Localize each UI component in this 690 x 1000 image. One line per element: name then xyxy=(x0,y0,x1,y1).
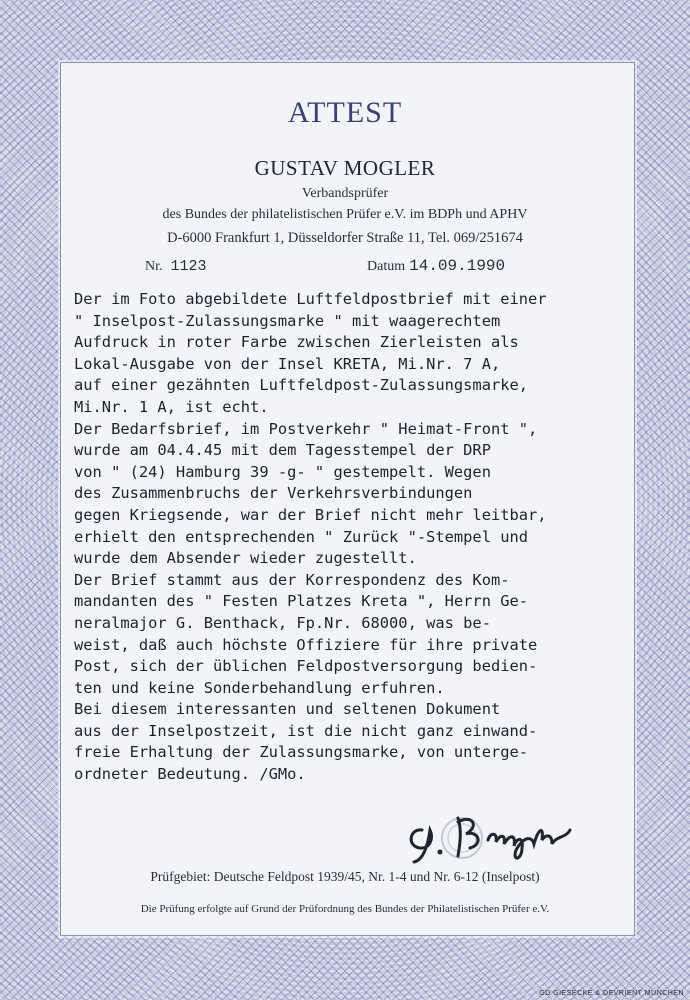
body-line: ordneter Bedeutung. /GMo. xyxy=(74,765,306,784)
examiner-address: D-6000 Frankfurt 1, Düsseldorfer Straße 11, Tel. 069/251674 xyxy=(167,230,523,246)
datum-value: 14.09.1990 xyxy=(409,257,506,275)
body-line: Der Bedarfsbrief, im Postverkehr " Heimat-Front ", xyxy=(74,419,538,438)
nr-value: 1123 xyxy=(170,258,207,275)
examiner-role: Verbandsprüfer xyxy=(301,186,389,201)
certificate-body xyxy=(74,289,634,786)
examiner-name: GUSTAV MOGLER xyxy=(254,156,436,180)
body-line: aus der Inselpostzeit, ist die nicht ganz einwand- xyxy=(74,721,538,740)
certificate-title: ATTEST xyxy=(287,96,403,129)
examiner-association: des Bundes der philatelistischen Prüfer e.V. im BDPh und APHV xyxy=(162,207,528,222)
body-line: Der Brief stammt aus der Korrespondenz des Kom- xyxy=(74,570,510,589)
pruefgebiet-line: Prüfgebiet: Deutsche Feldpost 1939/45, Nr. 1-4 und Nr. 6-12 (Inselpost) xyxy=(150,869,540,884)
body-line: freie Erhaltung der Zulassungsmarke, von unterge- xyxy=(74,743,529,762)
body-line: wurde am 04.4.45 mit dem Tagesstempel der DRP xyxy=(74,441,491,460)
body-line: " Inselpost-Zulassungsmarke " mit waagerechtem xyxy=(74,311,501,330)
body-line: wurde dem Absender wieder zugestellt. xyxy=(74,549,417,568)
body-line: weist, daß auch höchste Offiziere für ihre private xyxy=(74,635,538,654)
certificate-date xyxy=(367,257,505,275)
body-line: gegen Kriegsende, war der Brief nicht mehr leitbar, xyxy=(74,505,547,524)
body-line: Lokal-Ausgabe von der Insel KRETA, Mi.Nr. 7 A, xyxy=(74,354,501,373)
body-line: auf einer gezähnten Luftfeldpost-Zulassungsmarke, xyxy=(74,376,529,395)
nr-label: Nr. xyxy=(145,259,163,274)
body-line: neralmajor G. Benthack, Fp.Nr. 68000, was be- xyxy=(74,613,491,632)
body-line: Bei diesem interessanten und seltenen Dokument xyxy=(74,700,501,719)
body-line: erhielt den entsprechenden " Zurück "-Stempel und xyxy=(74,527,529,546)
printer-imprint: GD GIESECKE & DEVRIENT MÜNCHEN xyxy=(539,990,684,997)
body-line: von " (24) Hamburg 39 -g- " gestempelt. Wegen xyxy=(74,462,491,481)
body-line: mandanten des " Festen Platzes Kreta ", Herrn Ge- xyxy=(74,592,529,611)
handwritten-signature xyxy=(400,800,600,870)
body-line: Mi.Nr. 1 A, ist echt. xyxy=(74,397,269,416)
pruefordnung-line: Die Prüfung erfolgte auf Grund der Prüfordnung des Bundes der Philatelistischen Prüfer e.V. xyxy=(140,903,550,915)
datum-label: Datum xyxy=(367,259,406,274)
body-line: des Zusammenbruchs der Verkehrsverbindungen xyxy=(74,484,473,503)
body-line: Post, sich der üblichen Feldpostversorgung bedien- xyxy=(74,657,538,676)
body-line: ten und keine Sonderbehandlung erfuhren. xyxy=(74,678,445,697)
certificate-number xyxy=(145,258,207,275)
body-line: Der im Foto abgebildete Luftfeldpostbrief mit einer xyxy=(74,290,547,308)
body-line: Aufdruck in roter Farbe zwischen Zierleisten als xyxy=(74,333,519,352)
